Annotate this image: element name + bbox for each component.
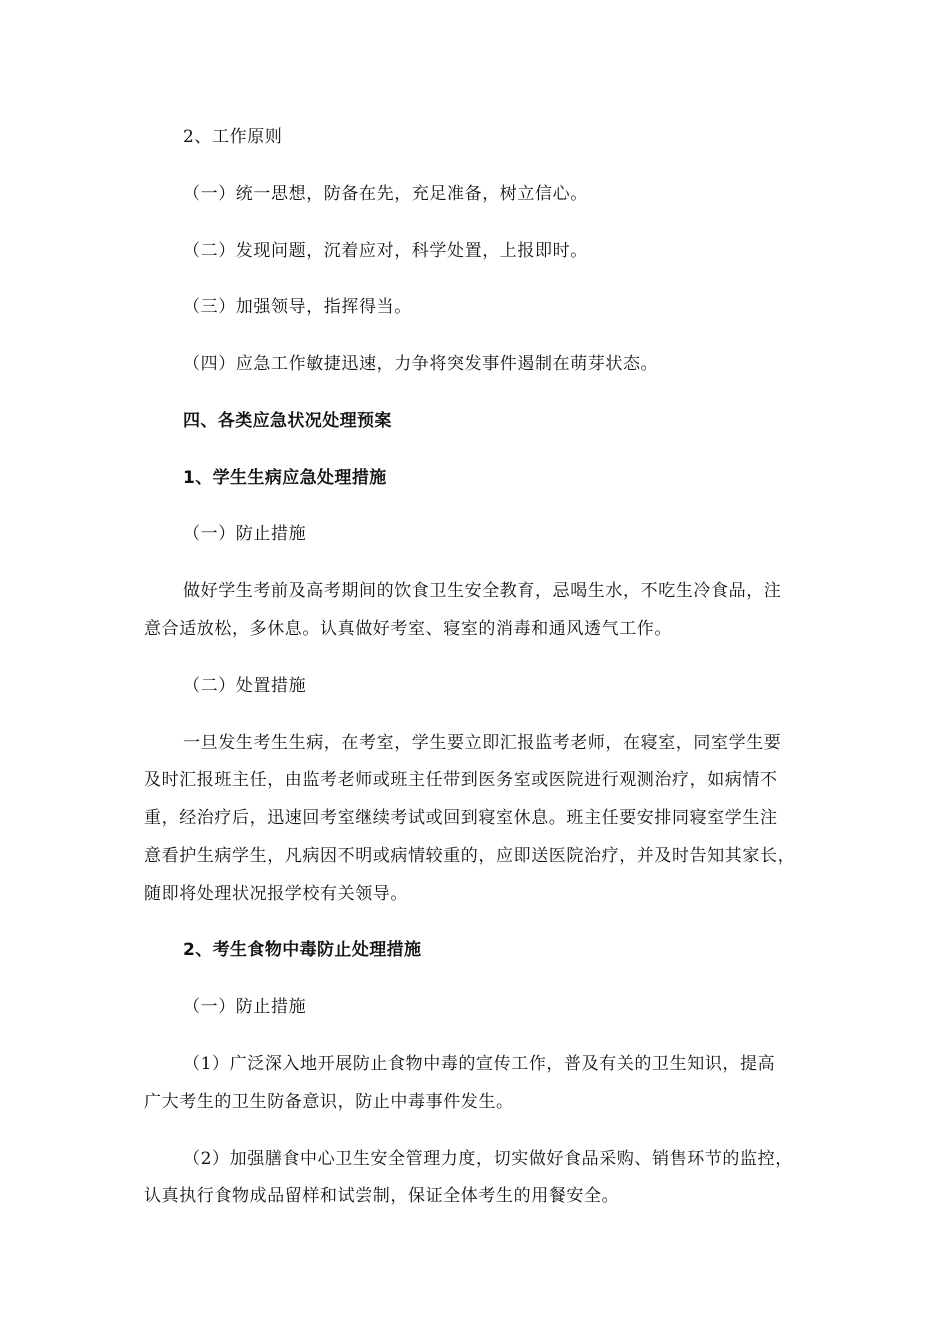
paragraph-line: 做好学生考前及高考期间的饮食卫生安全教育，忌喝生水，不吃生冷食品，注: [183, 581, 782, 601]
paragraph-line: （2）加强膳食中心卫生安全管理力度，切实做好食品采购、销售环节的监控，: [183, 1149, 793, 1169]
paragraph-line: （1）广泛深入地开展防止食物中毒的宣传工作，普及有关的卫生知识，提高: [183, 1054, 776, 1074]
section-heading-work-principles: 2、工作原则: [183, 127, 283, 147]
principle-1: （一）统一思想，防备在先，充足准备，树立信心。: [183, 184, 588, 204]
paragraph-line: 重，经治疗后，迅速回考室继续考试或回到寝室休息。班主任要安排同寝室学生注: [144, 808, 778, 828]
subheading-handling: （二）处置措施: [183, 676, 307, 696]
chapter-heading-emergency-plans: 四、各类应急状况处理预案: [183, 411, 392, 431]
subheading-prevention-2: （一）防止措施: [183, 997, 307, 1017]
paragraph-line: 认真执行食物成品留样和试尝制，保证全体考生的用餐安全。: [144, 1186, 620, 1206]
principle-3: （三）加强领导，指挥得当。: [183, 297, 412, 317]
principle-4: （四）应急工作敏捷迅速，力争将突发事件遏制在萌芽状态。: [183, 354, 659, 374]
subheading-food-poisoning: 2、考生食物中毒防止处理措施: [183, 940, 422, 960]
paragraph-line: 一旦发生考生生病，在考室，学生要立即汇报监考老师，在寝室，同室学生要: [183, 733, 782, 753]
subheading-prevention-1: （一）防止措施: [183, 524, 307, 544]
paragraph-line: 广大考生的卫生防备意识，防止中毒事件发生。: [144, 1092, 514, 1112]
paragraph-line: 随即将处理状况报学校有关领导。: [144, 884, 408, 904]
paragraph-line: 意看护生病学生，凡病因不明或病情较重的，应即送医院治疗，并及时告知其家长，: [144, 846, 796, 866]
principle-2: （二）发现问题，沉着应对，科学处置，上报即时。: [183, 241, 588, 261]
paragraph-line: 及时汇报班主任，由监考老师或班主任带到医务室或医院进行观测治疗，如病情不: [144, 770, 778, 790]
subheading-student-illness: 1、学生生病应急处理措施: [183, 468, 387, 488]
paragraph-line: 意合适放松，多休息。认真做好考室、寝室的消毒和通风透气工作。: [144, 619, 672, 639]
